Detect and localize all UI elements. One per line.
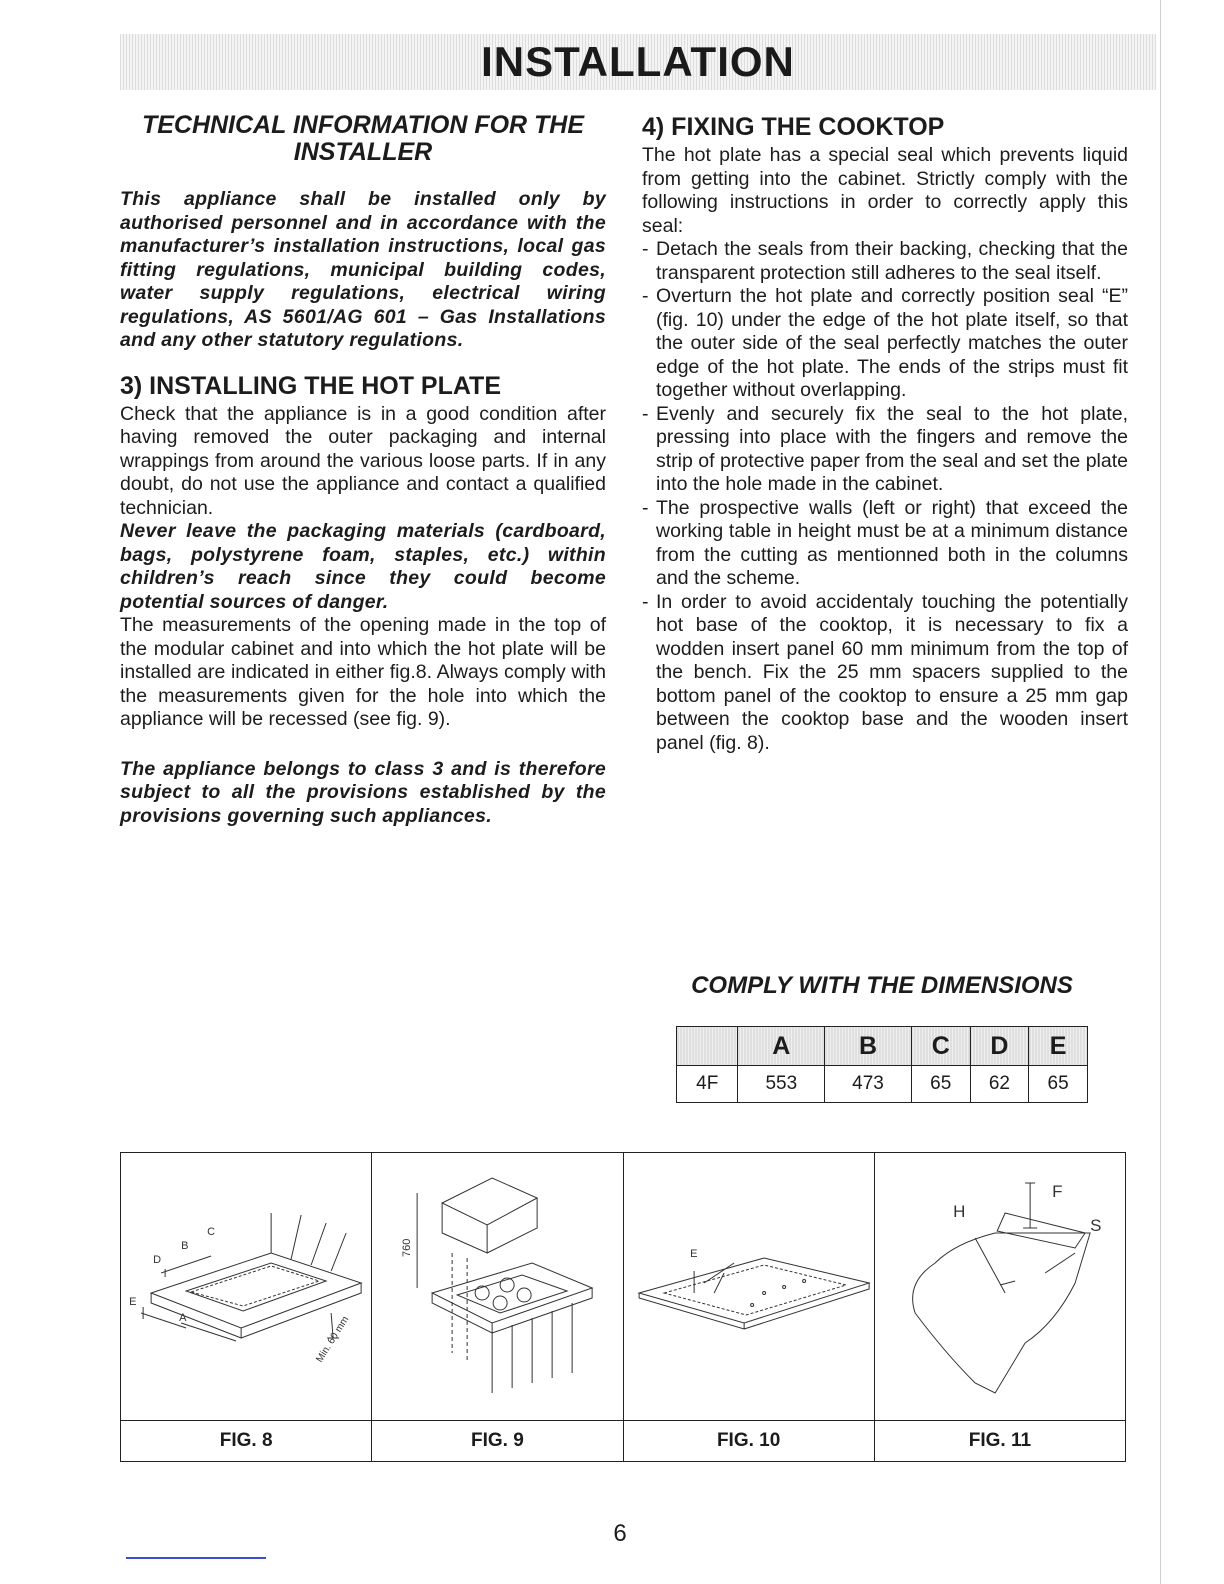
figure-11 [875, 1153, 1125, 1461]
footer-line [126, 1557, 266, 1559]
fig8-label-a: A [179, 1312, 187, 1324]
dimensions-cell: 553 [738, 1066, 825, 1103]
dimensions-header-cell: C [911, 1027, 970, 1066]
fig11-label-f: F [1051, 1182, 1063, 1201]
seal-step: - Evenly and securely fix the seal to the hot plate, pressing into place with the fingers and remove the strip of protective paper from the seal and set the plate into the hole made in the cabinet. [642, 403, 1128, 497]
figure-8 [121, 1153, 372, 1461]
scan-edge-line [1160, 0, 1161, 1584]
dimensions-cell: 473 [825, 1066, 912, 1103]
technical-info-title: TECHNICAL INFORMATION FOR THE INSTALLER [141, 111, 585, 166]
seal-steps-list [642, 238, 1128, 755]
section-3-title: 3) INSTALLING THE HOT PLATE [120, 371, 502, 400]
fig8-label-min60: Min. 60 mm [314, 1314, 352, 1365]
fig10-illustration [624, 1153, 874, 1419]
figures-strip [120, 1152, 1126, 1462]
fig10-caption: FIG. 10 [624, 1420, 874, 1461]
page-title: INSTALLATION [481, 38, 795, 85]
fig8-label-d: D [153, 1254, 162, 1266]
class-3-note: The appliance belongs to class 3 and is therefore subject to all the provisions established by the provisions governing such appliances. [120, 757, 606, 827]
fig8-caption: FIG. 8 [121, 1420, 371, 1461]
fig8-label-b: B [181, 1240, 189, 1252]
dimensions-title: COMPLY WITH THE DIMENSIONS [691, 972, 1073, 999]
dimensions-cell: 65 [1029, 1066, 1088, 1103]
right-column [642, 112, 1128, 755]
dimensions-header-cell: E [1029, 1027, 1088, 1066]
fig11-label-h: H [952, 1202, 966, 1221]
seal-step: - Detach the seals from their backing, checking that the transparent protection still adheres to the seal itself. [642, 238, 1128, 285]
fig9-illustration [372, 1153, 622, 1419]
fig8-label-e: E [129, 1296, 137, 1308]
dimensions-cell: 65 [911, 1066, 970, 1103]
dimensions-header-cell: D [970, 1027, 1029, 1066]
fig10-label-e: E [689, 1248, 697, 1260]
section-3-paragraph-2: The measurements of the opening made in the top of the modular cabinet and into which the hot plate will be installed are indicated in either fig.8. Always comply with the measurements given for the hole into which the appliance will be recessed (see fig. 9). [120, 614, 606, 730]
fig9-caption: FIG. 9 [372, 1420, 622, 1461]
fig8-illustration [121, 1153, 371, 1419]
technical-info-body: This appliance shall be installed only by authorised personnel and in accordance with the manufacturer’s installation instructions, local gas fitting regulations, municipal building codes, water supply regulations, electrical wiring regulations, AS 5601/AG 601 – Gas Installations and any other statutory regulations. [120, 188, 606, 351]
seal-step: - The prospective walls (left or right) that exceed the working table in height must be at a minimum distance from the cutting as mentionned both in the columns and the scheme. [642, 497, 1128, 591]
section-4-title: 4) FIXING THE COOKTOP [642, 113, 945, 141]
dimensions-cell: 4F [677, 1066, 738, 1103]
fig8-label-c: C [207, 1226, 216, 1238]
fig9-label-760: 760 [401, 1238, 414, 1257]
fig11-illustration [875, 1153, 1125, 1419]
left-column [120, 112, 606, 828]
section-3-paragraph-1: Check that the appliance is in a good condition after having removed the outer packaging and internal wrappings from around the various loose parts. If in any doubt, do not use the appliance and contact a qualified technician. [120, 402, 606, 519]
seal-step: - In order to avoid accidentaly touching the potentially hot base of the cooktop, it is necessary to fix a wodden insert panel 60 mm minimum from the top of the bench. Fix the 25 mm spacers supplied to the bottom panel of the cooktop to ensure a 25 mm gap between the cooktop base and the wooden insert panel (fig. 8). [642, 591, 1128, 756]
fig11-label-s: S [1089, 1216, 1102, 1235]
section-4-intro: The hot plate has a special seal which prevents liquid from getting into the cabinet. Strictly comply with the following instructions in order to correctly apply this seal: [642, 144, 1128, 237]
dimensions-header-cell: B [825, 1027, 912, 1066]
dimensions-header-cell: A [738, 1027, 825, 1066]
dimensions-header-row [677, 1027, 1088, 1066]
header-banner [120, 34, 1156, 90]
seal-step: - Overturn the hot plate and correctly position seal “E” (fig. 10) under the edge of the hot plate itself, so that the outer side of the seal perfectly matches the outer edge of the hot plate. The ends of the strips must fit together without overlapping. [642, 285, 1128, 403]
dimensions-table [676, 1026, 1088, 1103]
page-number: 6 [613, 1520, 627, 1547]
packaging-warning: Never leave the packaging materials (cardboard, bags, polystyrene foam, staples, etc.) within children’s reach since they could become potential sources of danger. [120, 520, 606, 613]
figure-10 [624, 1153, 875, 1461]
figure-9 [372, 1153, 623, 1461]
dimensions-header-cell [677, 1027, 738, 1066]
fig11-caption: FIG. 11 [875, 1420, 1125, 1461]
table-row [677, 1066, 1088, 1103]
dimensions-cell: 62 [970, 1066, 1029, 1103]
